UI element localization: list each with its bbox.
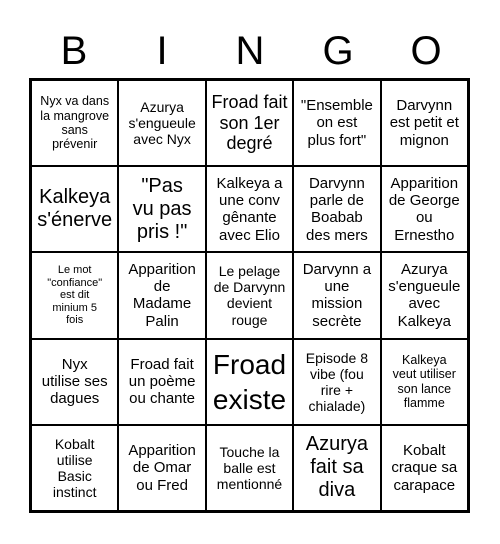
bingo-cell[interactable]: Touche la balle est mentionné (206, 425, 293, 511)
bingo-cell-center[interactable]: Froad existe (206, 339, 293, 425)
bingo-cell[interactable]: Darvynn est petit et mignon (381, 80, 468, 166)
bingo-cell[interactable]: Azurya s'engueule avec Nyx (118, 80, 205, 166)
bingo-cell[interactable]: Le mot "confiance" est dit minium 5 fois (31, 252, 118, 338)
bingo-cell[interactable]: Apparition de Omar ou Fred (118, 425, 205, 511)
bingo-cell[interactable]: Apparition de Madame Palin (118, 252, 205, 338)
bingo-cell[interactable]: Froad fait un poème ou chante (118, 339, 205, 425)
bingo-cell[interactable]: Darvynn a une mission secrète (293, 252, 380, 338)
bingo-cell[interactable]: Azurya s'engueule avec Kalkeya (381, 252, 468, 338)
bingo-cell[interactable]: Le pelage de Darvynn devient rouge (206, 252, 293, 338)
bingo-cell[interactable]: Episode 8 vibe (fou rire + chialade) (293, 339, 380, 425)
bingo-cell[interactable]: Froad fait son 1er degré (206, 80, 293, 166)
header-letter-o: O (410, 29, 442, 73)
bingo-cell[interactable]: "Ensemble on est plus fort" (293, 80, 380, 166)
bingo-cell[interactable]: Kobalt utilise Basic instinct (31, 425, 118, 511)
header-letter-g: G (322, 29, 354, 73)
bingo-cell[interactable]: Azurya fait sa diva (293, 425, 380, 511)
header-letter-n: N (235, 29, 265, 73)
bingo-cell[interactable]: "Pas vu pas pris !" (118, 166, 205, 252)
header-letter-b: B (60, 29, 88, 73)
bingo-cell[interactable]: Kalkeya s'énerve (31, 166, 118, 252)
bingo-cell[interactable]: Darvynn parle de Boabab des mers (293, 166, 380, 252)
bingo-header (30, 28, 470, 74)
bingo-cell[interactable]: Kobalt craque sa carapace (381, 425, 468, 511)
bingo-cell[interactable]: Nyx utilise ses dagues (31, 339, 118, 425)
bingo-cell[interactable]: Apparition de George ou Ernestho (381, 166, 468, 252)
bingo-cell[interactable]: Kalkeya a une conv gênante avec Elio (206, 166, 293, 252)
bingo-grid (29, 78, 470, 513)
bingo-cell[interactable]: Kalkeya veut utiliser son lance flamme (381, 339, 468, 425)
bingo-cell[interactable]: Nyx va dans la mangrove sans prévenir (31, 80, 118, 166)
header-letter-i: I (156, 29, 168, 73)
